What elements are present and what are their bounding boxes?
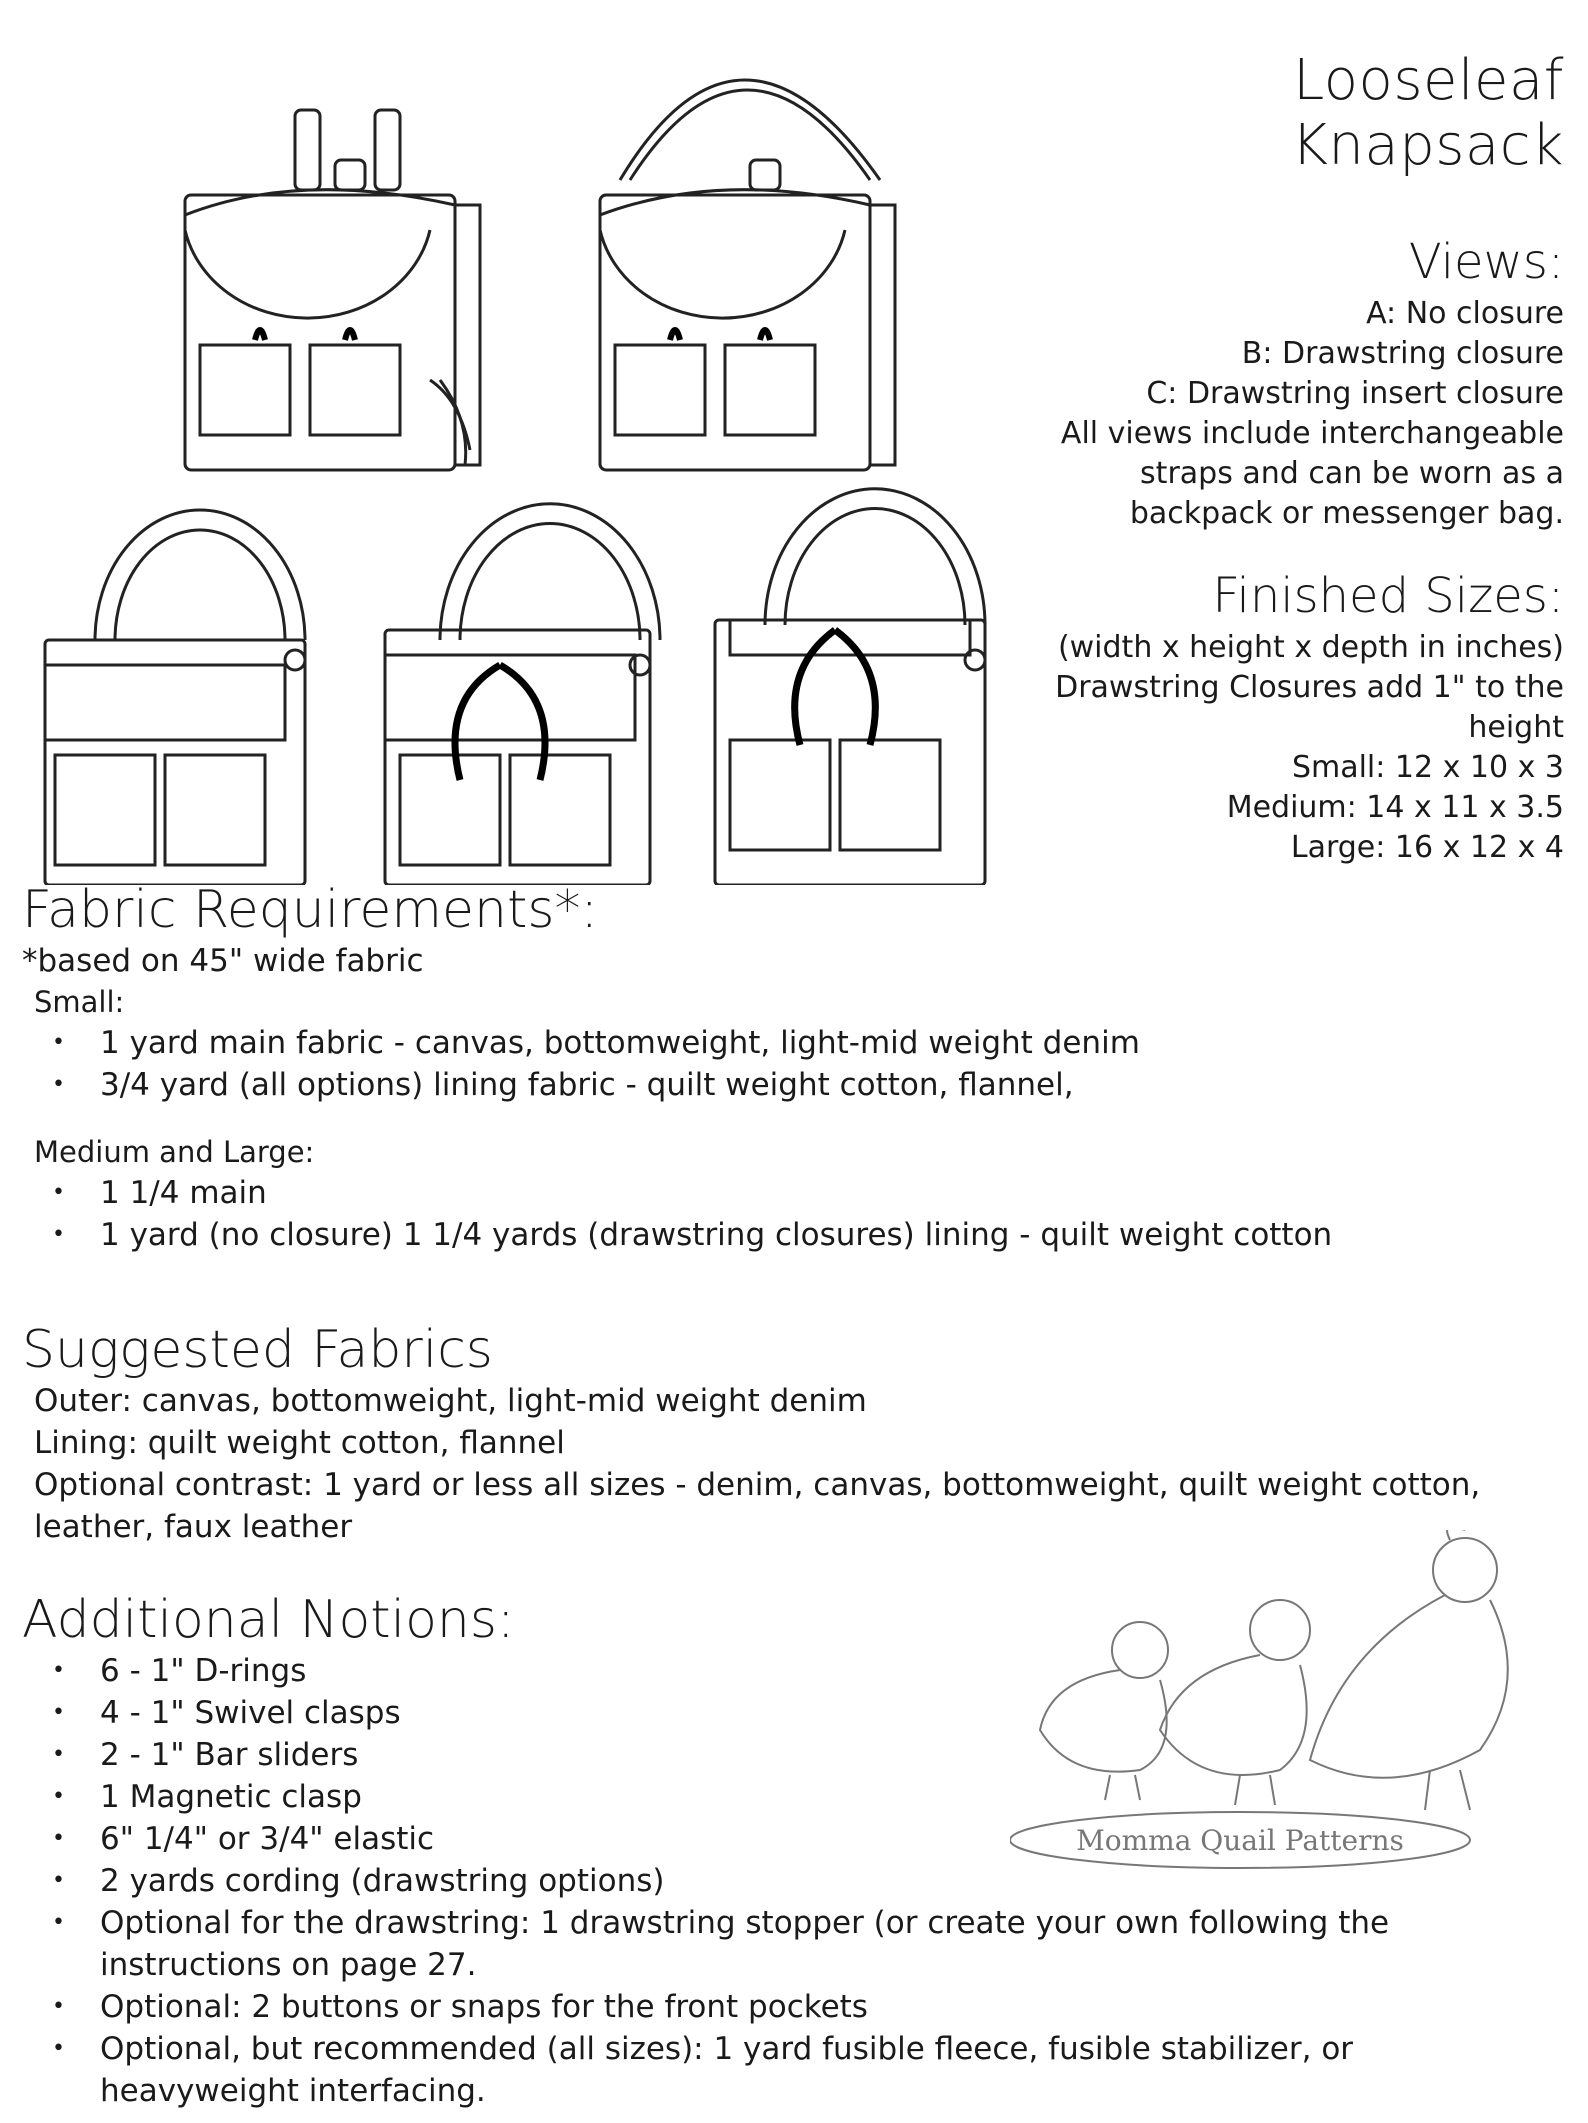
list-item: • 3/4 yard (all options) lining fabric - quilt weight cotton, flannel, bbox=[34, 1064, 1542, 1106]
knapsack-illustrations bbox=[0, 0, 1020, 885]
logo-banner bbox=[1010, 1812, 1470, 1868]
list-item: • 1 yard (no closure) 1 1/4 yards (drawstring closures) lining - quilt weight cotton bbox=[34, 1214, 1542, 1256]
suggested-fabrics-section bbox=[22, 1320, 1542, 1548]
list-item: • 1 yard main fabric - canvas, bottomweight, light-mid weight denim bbox=[34, 1022, 1542, 1064]
momma-quail-logo bbox=[1010, 1530, 1560, 1890]
size-medium: Medium: 14 x 11 x 3.5 bbox=[1226, 790, 1564, 825]
medium-large-fabric-list bbox=[22, 1172, 1542, 1256]
bag-front-view-a bbox=[45, 510, 305, 885]
suggested-line: Outer: canvas, bottomweight, light-mid weight denim bbox=[34, 1383, 867, 1419]
suggested-line: leather, faux leather bbox=[34, 1509, 353, 1545]
list-item: • Optional, but recommended (all sizes): 1 yard fusible fleece, fusible stabilizer, or heavyweight interfacing. bbox=[34, 2028, 1550, 2112]
list-item: • 4 - 1" Swivel clasps bbox=[34, 1692, 1542, 1734]
fabric-note: *based on 45" wide fabric bbox=[22, 943, 424, 979]
bag-back-view-1 bbox=[185, 110, 480, 470]
views-note-line: straps and can be worn as a bbox=[1140, 456, 1564, 491]
sizes-note-line: Drawstring Closures add 1" to the bbox=[1055, 670, 1564, 705]
list-item: • 1 1/4 main bbox=[34, 1172, 1542, 1214]
pattern-header bbox=[1004, 48, 1564, 868]
sizes-note-line: (width x height x depth in inches) bbox=[1057, 630, 1564, 665]
medium-large-label: Medium and Large: bbox=[34, 1135, 315, 1169]
suggested-line: Optional contrast: 1 yard or less all sizes - denim, canvas, bottomweight, quilt weight cotton, bbox=[34, 1467, 1481, 1503]
quail-chick-small-icon bbox=[1040, 1622, 1168, 1800]
size-large: Large: 16 x 12 x 4 bbox=[1290, 830, 1564, 865]
views-note-line: backpack or messenger bag. bbox=[1129, 496, 1564, 531]
list-item: • 6" 1/4" or 3/4" elastic bbox=[34, 1818, 1542, 1860]
small-fabric-list bbox=[22, 1022, 1542, 1106]
quail-chick-medium-icon bbox=[1160, 1600, 1310, 1805]
views-note-line: All views include interchangeable bbox=[1060, 416, 1564, 451]
suggested-line: Lining: quilt weight cotton, flannel bbox=[34, 1425, 565, 1461]
quail-adult-icon bbox=[1310, 1530, 1508, 1810]
fabric-requirements-section bbox=[22, 880, 1542, 1256]
views-heading: Views: bbox=[1408, 234, 1564, 290]
sizes-heading: Finished Sizes: bbox=[1212, 568, 1564, 624]
list-item: • 1 Magnetic clasp bbox=[34, 1776, 1542, 1818]
small-label: Small: bbox=[34, 985, 125, 1019]
list-item: • Optional for the drawstring: 1 drawstring stopper (or create your own following the instructions on page 27. bbox=[34, 1902, 1550, 1986]
list-item: • Optional: 2 buttons or snaps for the front pockets bbox=[34, 1986, 1542, 2028]
bag-front-view-b bbox=[385, 504, 660, 885]
view-c: C: Drawstring insert closure bbox=[1146, 376, 1564, 411]
list-item: • 2 yards cording (drawstring options) bbox=[34, 1860, 1542, 1902]
notions-heading: Additional Notions: bbox=[22, 1590, 515, 1650]
view-a: A: No closure bbox=[1366, 296, 1564, 331]
list-item: • 6 - 1" D-rings bbox=[34, 1650, 1542, 1692]
logo-text: Momma Quail Patterns bbox=[1076, 1824, 1404, 1857]
bag-back-view-2 bbox=[600, 80, 895, 470]
pattern-title: Looseleaf Knapsack bbox=[1291, 48, 1564, 178]
list-item: • 2 - 1" Bar sliders bbox=[34, 1734, 1542, 1776]
sizes-note-line: height bbox=[1468, 710, 1564, 745]
view-b: B: Drawstring closure bbox=[1241, 336, 1564, 371]
fabric-heading: Fabric Requirements*: bbox=[22, 880, 598, 940]
bag-front-view-c bbox=[715, 489, 985, 885]
size-small: Small: 12 x 10 x 3 bbox=[1291, 750, 1564, 785]
suggested-heading: Suggested Fabrics bbox=[22, 1320, 493, 1380]
